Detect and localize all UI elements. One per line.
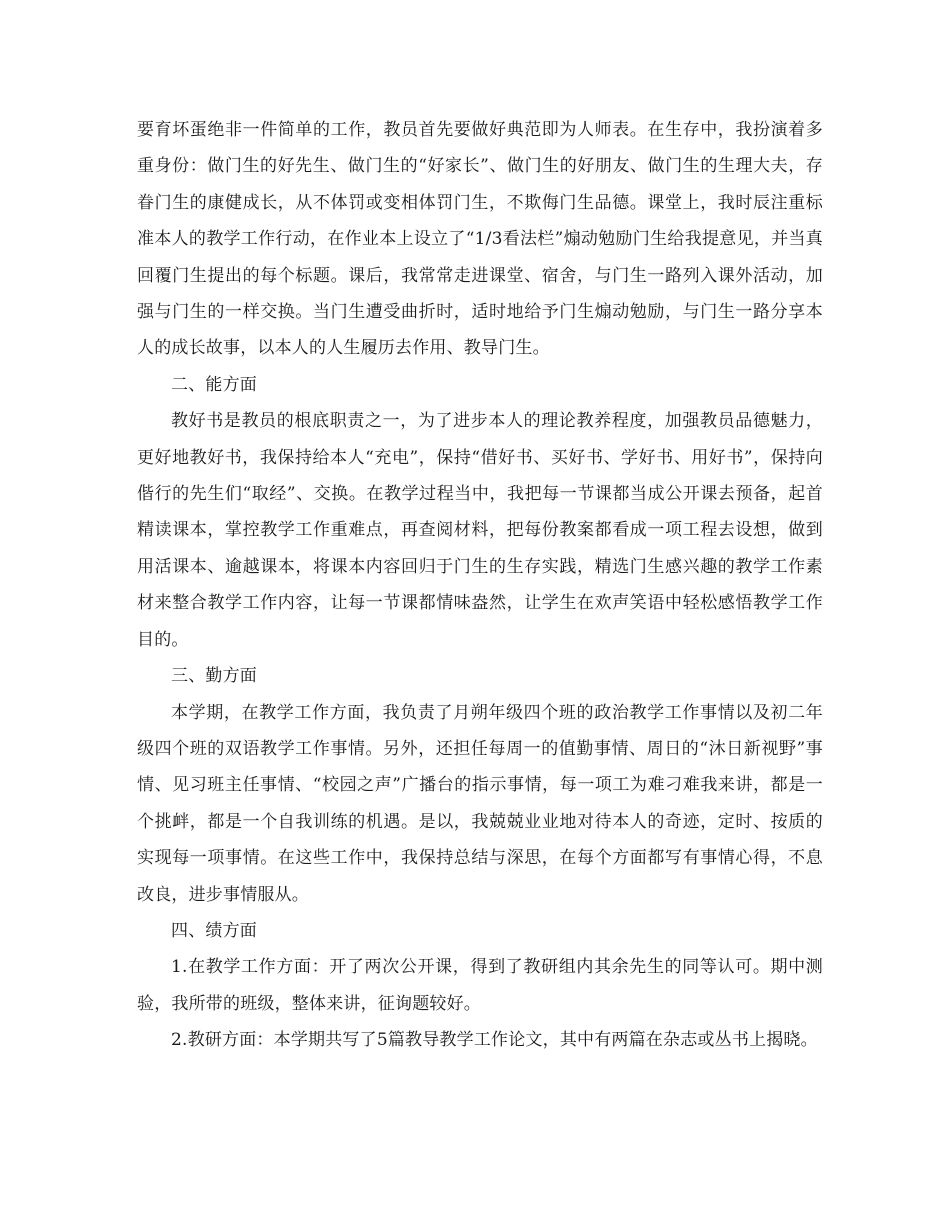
document-body — [137, 112, 823, 1059]
paragraph-intro: 要育坏蛋绝非一件简单的工作，教员首先要做好典范即为人师表。在生存中，我扮演着多重身份：做门生的好先生、做门生的“好家长”、做门生的好朋友、做门生的生理大夫，存眷门生的康健成长，从不体罚或变相体罚门生，不欺侮门生品德。课堂上，我时辰注重标准本人的教学工作行动，在作业本上设立了“1/3看法栏”煽动勉励门生给我提意见，并当真回覆门生提出的每个标题。课后，我常常走进课堂、宿舍，与门生一路列入课外活动，加强与门生的一样交换。当门生遭受曲折时，适时地给予门生煽动勉励，与门生一路分享本人的成长故事，以本人的人生履历去作用、教导门生。 — [137, 120, 823, 359]
paragraph-achievement-research: 2.教研方面：本学期共写了5篇教导教学工作论文，其中有两篇在杂志或丛书上揭晓。 — [171, 1030, 818, 1051]
section-heading-ability: 二、能方面 — [171, 374, 257, 395]
section-heading-achievement: 四、绩方面 — [171, 920, 257, 941]
paragraph-ability: 教好书是教员的根底职责之一，为了进步本人的理论教养程度，加强教员品德魅力，更好地教好书，我保持给本人“充电”，保持“借好书、买好书、学好书、用好书”，保持向偕行的先生们“取经”、交换。在教学过程当中，我把每一节课都当成公开课去预备，起首精读课本，掌控教学工作重难点，再查阅材料，把每份教案都看成一项工程去设想，做到用活课本、逾越课本，将课本内容回归于门生的生存实践，精选门生感兴趣的教学工作素材来整合教学工作内容，让每一节课都情味盎然，让学生在欢声笑语中轻松感悟教学工作目的。 — [137, 411, 823, 650]
paragraph-achievement-teaching: 1.在教学工作方面：开了两次公开课，得到了教研组内其余先生的同等认可。期中测验，我所带的班级，整体来讲，征询题较好。 — [137, 957, 823, 1014]
section-heading-diligence: 三、勤方面 — [171, 666, 257, 687]
paragraph-diligence: 本学期，在教学工作方面，我负责了月朔年级四个班的政治教学工作事情以及初二年级四个班的双语教学工作事情。另外，还担任每周一的值勤事情、周日的“沐日新视野”事情、见习班主任事情、“校园之声”广播台的指示事情，每一项工为难刁难我来讲，都是一个挑衅，都是一个自我训练的机遇。是以，我兢兢业业地对待本人的奇迹，定时、按质的实现每一项事情。在这些工作中，我保持总结与深思，在每个方面都写有事情心得，不息改良，进步事情服从。 — [137, 702, 823, 905]
